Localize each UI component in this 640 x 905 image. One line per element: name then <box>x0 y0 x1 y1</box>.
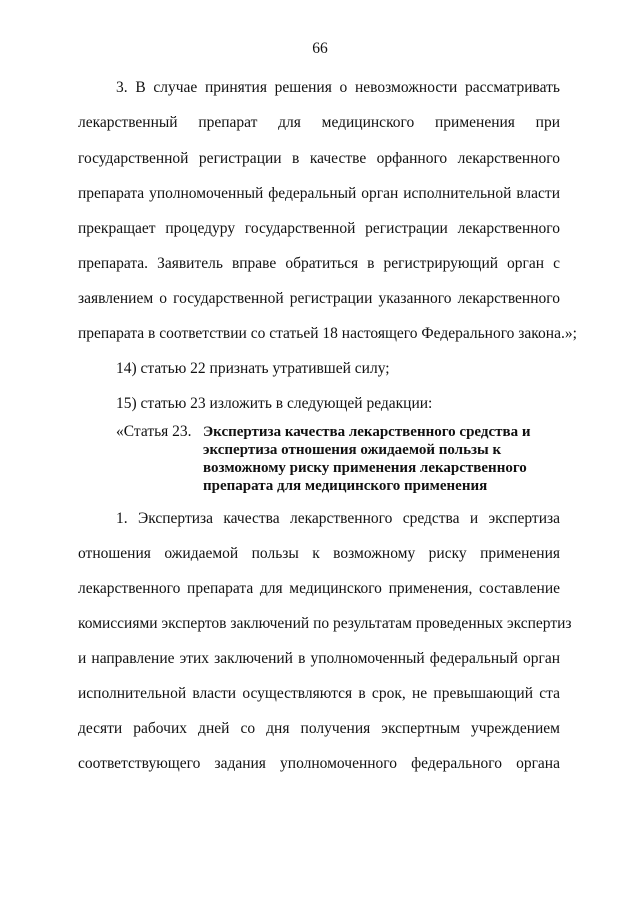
article-title-line: Экспертиза качества лекарственного средства и <box>203 424 531 440</box>
page-number: 66 <box>312 40 328 57</box>
paragraph-line: исполнительной власти осуществляются в срок, не превышающий ста <box>78 685 560 702</box>
paragraph-line: лекарственный препарат для медицинского применения при <box>78 114 560 131</box>
paragraph-line: 3. В случае принятия решения о невозможности рассматривать <box>116 79 560 96</box>
paragraph-line: препарата. Заявитель вправе обратиться в регистрирующий орган с <box>78 255 560 272</box>
paragraph-line: прекращает процедуру государственной регистрации лекарственного <box>78 220 560 237</box>
paragraph-line: 1. Экспертиза качества лекарственного средства и экспертиза <box>116 510 560 527</box>
list-item-14: 14) статью 22 признать утратившей силу; <box>116 360 390 377</box>
paragraph-line: препарата уполномоченный федеральный орган исполнительной власти <box>78 185 560 202</box>
article-title-line: препарата для медицинского применения <box>203 478 488 494</box>
article-title-line: возможному риску применения лекарственного <box>203 460 527 476</box>
paragraph-line: лекарственного препарата для медицинского применения, составление <box>78 580 560 597</box>
paragraph-line: соответствующего задания уполномоченного федерального органа <box>78 755 560 772</box>
paragraph-line: десяти рабочих дней со дня получения экспертным учреждением <box>78 720 560 737</box>
paragraph-line: комиссиями экспертов заключений по результатам проведенных экспертиз <box>78 615 572 632</box>
paragraph-line: государственной регистрации в качестве орфанного лекарственного <box>78 150 560 167</box>
paragraph-line: и направление этих заключений в уполномоченный федеральный орган <box>78 650 560 667</box>
article-label: «Статья 23. <box>116 423 192 440</box>
article-title <box>203 423 563 495</box>
paragraph-line: отношения ожидаемой пользы к возможному риску применения <box>78 545 560 562</box>
paragraph-line: препарата в соответствии со статьей 18 настоящего Федерального закона.»; <box>78 325 577 342</box>
article-title-line: экспертиза отношения ожидаемой пользы к <box>203 442 502 458</box>
list-item-15: 15) статью 23 изложить в следующей редакции: <box>116 395 433 412</box>
paragraph-line: заявлением о государственной регистрации указанного лекарственного <box>78 290 560 307</box>
